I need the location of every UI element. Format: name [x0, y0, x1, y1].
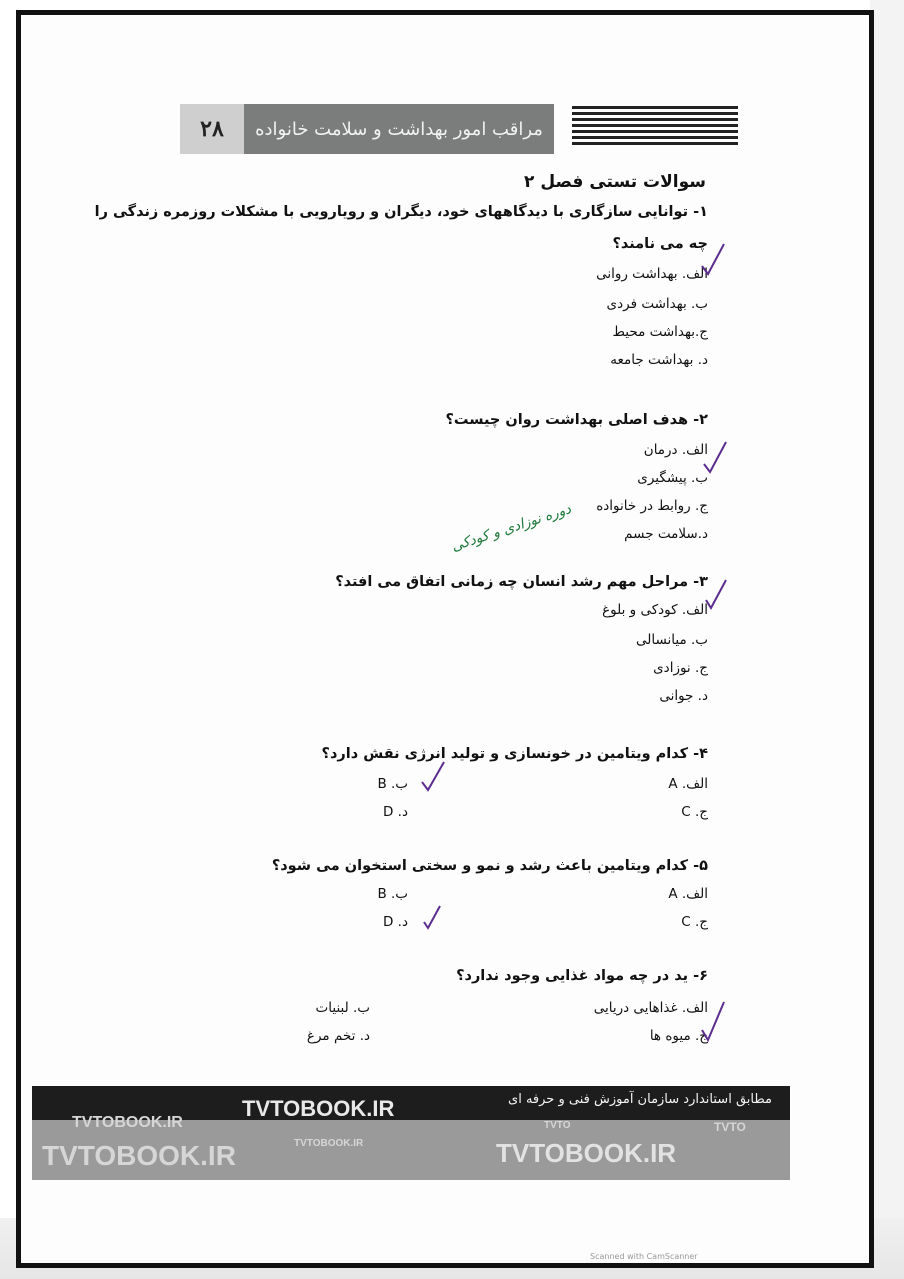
question-2-option-d: د.سلامت جسم [624, 526, 708, 542]
header-lines-decoration [572, 106, 738, 152]
footer-band-text: مطابق استاندارد سازمان آموزش فنی و حرفه ای [508, 1092, 772, 1107]
question-3-option-d: د. جوانی [659, 688, 708, 704]
question-6-option-b: ب. لبنیات [315, 1000, 370, 1016]
question-4-option-c: ج. C [681, 804, 708, 820]
question-3-option-c: ج. نوزادی [653, 660, 708, 676]
question-2-option-c: ج. روابط در خانواده [596, 498, 708, 514]
question-3: ۳- مراحل مهم رشد انسان چه زمانی اتفاق می افتد؟ [335, 574, 708, 590]
question-2: ۲- هدف اصلی بهداشت روان چیست؟ [445, 412, 708, 428]
section-title: سوالات تستی فصل ۲ [524, 172, 706, 192]
question-5: ۵- کدام ویتامین باعث رشد و نمو و سختی استخوان می شود؟ [271, 858, 708, 874]
question-2-option-b: ب. پیشگیری [637, 470, 708, 486]
question-5-option-b: ب. B [377, 886, 408, 902]
question-4-option-d: د. D [382, 804, 408, 820]
question-6-option-c: ج. میوه ها [649, 1028, 708, 1044]
check-mark-icon [420, 760, 446, 794]
page-header [180, 104, 740, 154]
watermark-text: TVTOBOOK.IR [42, 1140, 236, 1171]
question-2-option-a: الف. درمان [643, 442, 708, 458]
watermark-text: TVTOBOOK.IR [496, 1138, 677, 1168]
handwritten-note: دوره نوزادی و کودکی [449, 501, 574, 555]
watermark-text: TVTO [714, 1120, 746, 1134]
question-5-option-c: ج. C [681, 914, 708, 930]
question-4-option-b: ب. B [377, 776, 408, 792]
question-5-option-a: الف. A [668, 886, 708, 902]
watermark-text: TVTO [544, 1120, 571, 1131]
page-footer [32, 1076, 790, 1180]
question-4: ۴- کدام ویتامین در خونسازی و تولید انرژی نقش دارد؟ [321, 746, 708, 762]
check-mark-icon [702, 440, 728, 476]
question-3-option-b: ب. میانسالی [636, 632, 708, 648]
book-title: مراقب امور بهداشت و سلامت خانواده [244, 104, 554, 154]
question-1-option-b: ب. بهداشت فردی [606, 296, 708, 312]
question-1-option-d: د. بهداشت جامعه [610, 352, 708, 368]
scanner-note: Scanned with CamScanner [590, 1252, 698, 1261]
page-number: ۲۸ [180, 104, 244, 154]
question-5-option-d: د. D [382, 914, 408, 930]
question-3-option-a: الف. کودکی و بلوغ [602, 602, 708, 618]
question-1-option-c: ج.بهداشت محیط [612, 324, 708, 340]
question-4-option-a: الف. A [668, 776, 708, 792]
watermark-text: TVTOBOOK.IR [242, 1096, 395, 1121]
question-1-line2: چه می نامند؟ [612, 236, 708, 252]
question-1-option-a: الف. بهداشت روانی [596, 266, 708, 282]
check-mark-icon [422, 904, 442, 932]
question-6-option-a: الف. غذاهایی دریایی [593, 1000, 708, 1016]
page-edge-shadow [870, 0, 904, 1279]
watermark-text: TVTOBOOK.IR [72, 1114, 183, 1131]
question-6: ۶- ید در چه مواد غذایی وجود ندارد؟ [456, 968, 708, 984]
check-mark-icon [704, 578, 728, 612]
question-6-option-d: د. تخم مرغ [306, 1028, 370, 1044]
watermark-text: TVTOBOOK.IR [294, 1138, 364, 1149]
check-mark-icon [700, 242, 726, 278]
check-mark-icon [700, 1000, 726, 1044]
question-1-line1: ۱- توانایی سازگاری با دیدگاههای خود، دیگران و رویارویی با مشکلات روزمره زندگی را [94, 204, 708, 220]
